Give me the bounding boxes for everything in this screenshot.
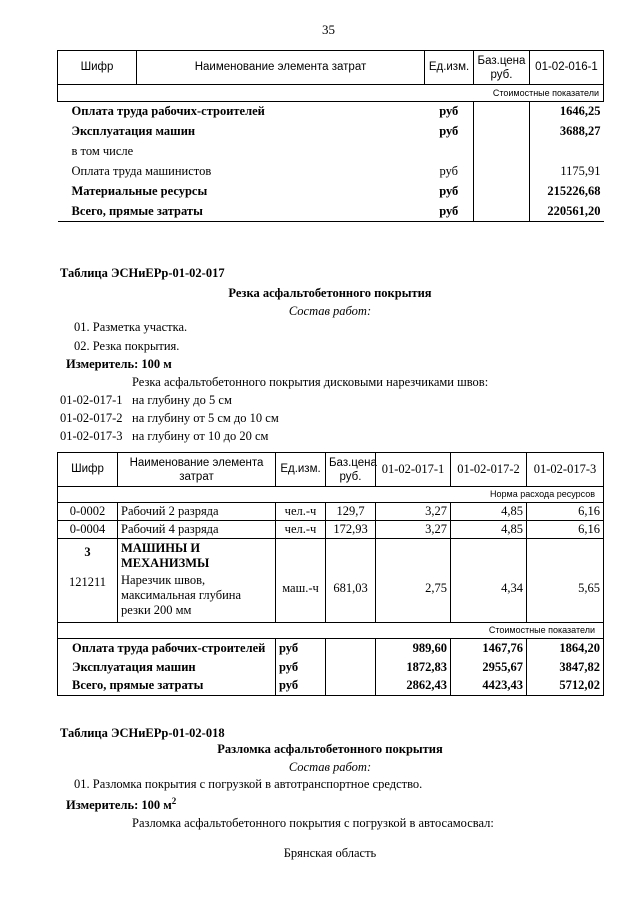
item-code: 01-02-017-2 bbox=[60, 411, 123, 425]
header-name: Наименование элемента затрат bbox=[137, 51, 425, 85]
section-label: Стоимостные показатели bbox=[58, 85, 604, 102]
table-row: Всего, прямые затраты руб 2862,43 4423,43 5712,02 bbox=[58, 677, 604, 696]
section-label-row bbox=[58, 85, 604, 102]
table-title-017: Таблица ЭСНиЕРр-01-02-017 bbox=[60, 266, 225, 280]
table-row: 3 121211 МАШИНЫ И МЕХАНИЗМЫ Нарезчик швов, максимальная глубина резки 200 мм маш.-ч 681,03 2,75 4,34 5,65 bbox=[58, 539, 604, 623]
norm-label: Норма расхода ресурсов bbox=[58, 487, 604, 503]
header-base-price: Баз.цена руб. bbox=[474, 51, 530, 85]
table-row: Материальные ресурсы руб 215226,68 bbox=[58, 182, 604, 202]
header-item-code: 01-02-016-1 bbox=[530, 51, 604, 85]
table-row: Оплата труда рабочих-строителей руб 1646,25 bbox=[58, 102, 604, 122]
item-code: 01-02-017-3 bbox=[60, 429, 123, 443]
item-code: 01-02-017-1 bbox=[60, 393, 123, 407]
meter-017: Измеритель: 100 м bbox=[66, 357, 172, 371]
heading-018: Разломка асфальтобетонного покрытия bbox=[217, 742, 443, 756]
composition-label-018: Состав работ: bbox=[288, 760, 372, 774]
cost-label: Стоимостные показатели bbox=[58, 623, 604, 639]
table-title-018: Таблица ЭСНиЕРр-01-02-018 bbox=[60, 726, 225, 740]
table-row: Оплата труда машинистов руб 1175,91 bbox=[58, 162, 604, 182]
table-row: Оплата труда рабочих-строителей руб 989,60 1467,76 1864,20 bbox=[58, 639, 604, 658]
machines-code: 3 bbox=[84, 545, 91, 559]
machine-name: Нарезчик швов, максимальная глубина резки 200 мм bbox=[121, 573, 242, 617]
section-label-row bbox=[58, 487, 604, 503]
description-018: Разломка асфальтобетонного покрытия с погрузкой в автосамосвал: bbox=[132, 816, 494, 830]
table-header-row: Шифр Наименование элемента затрат Ед.изм. Баз.цена руб. 01-02-017-1 01-02-017-2 01-02-017-3 bbox=[58, 453, 604, 487]
table-row: Всего, прямые затраты руб 220561,20 bbox=[58, 202, 604, 222]
work-item: 01. Разломка покрытия с погрузкой в автотранспортное средство. bbox=[74, 777, 423, 791]
cost-table-01-02-016 bbox=[57, 50, 604, 222]
work-item: 01. Разметка участка. bbox=[74, 320, 188, 334]
table-row: Эксплуатация машин руб 1872,83 2955,67 3847,82 bbox=[58, 658, 604, 677]
description-017: Резка асфальтобетонного покрытия дисковыми нарезчиками швов: bbox=[132, 375, 489, 389]
header-unit: Ед.изм. bbox=[425, 51, 474, 85]
section-label-row bbox=[58, 623, 604, 639]
heading-017: Резка асфальтобетонного покрытия bbox=[228, 286, 432, 300]
footer-region: Брянская область bbox=[283, 846, 377, 860]
table-row: 0-0004 Рабочий 4 разряда чел.-ч 172,93 3,27 4,85 6,16 bbox=[58, 521, 604, 539]
meter-018: Измеритель: 100 $м^2$ bbox=[66, 796, 177, 813]
item-text: на глубину до 5 см bbox=[132, 393, 232, 407]
machines-title: МАШИНЫ И МЕХАНИЗМЫ bbox=[121, 541, 210, 570]
page-number: 35 bbox=[322, 22, 335, 37]
work-item: 02. Резка покрытия. bbox=[74, 339, 180, 353]
header-code: Шифр bbox=[58, 51, 137, 85]
table-header-row bbox=[58, 51, 604, 85]
table-row: в том числе bbox=[58, 142, 604, 162]
resource-table-01-02-017 bbox=[57, 452, 604, 696]
table-row: Эксплуатация машин руб 3688,27 bbox=[58, 122, 604, 142]
machine-code: 121211 bbox=[68, 575, 107, 589]
table-row: 0-0002 Рабочий 2 разряда чел.-ч 129,7 3,27 4,85 6,16 bbox=[58, 503, 604, 521]
item-text: на глубину от 10 до 20 см bbox=[132, 429, 269, 443]
composition-label-017: Состав работ: bbox=[288, 304, 372, 318]
item-text: на глубину от 5 см до 10 см bbox=[132, 411, 279, 425]
